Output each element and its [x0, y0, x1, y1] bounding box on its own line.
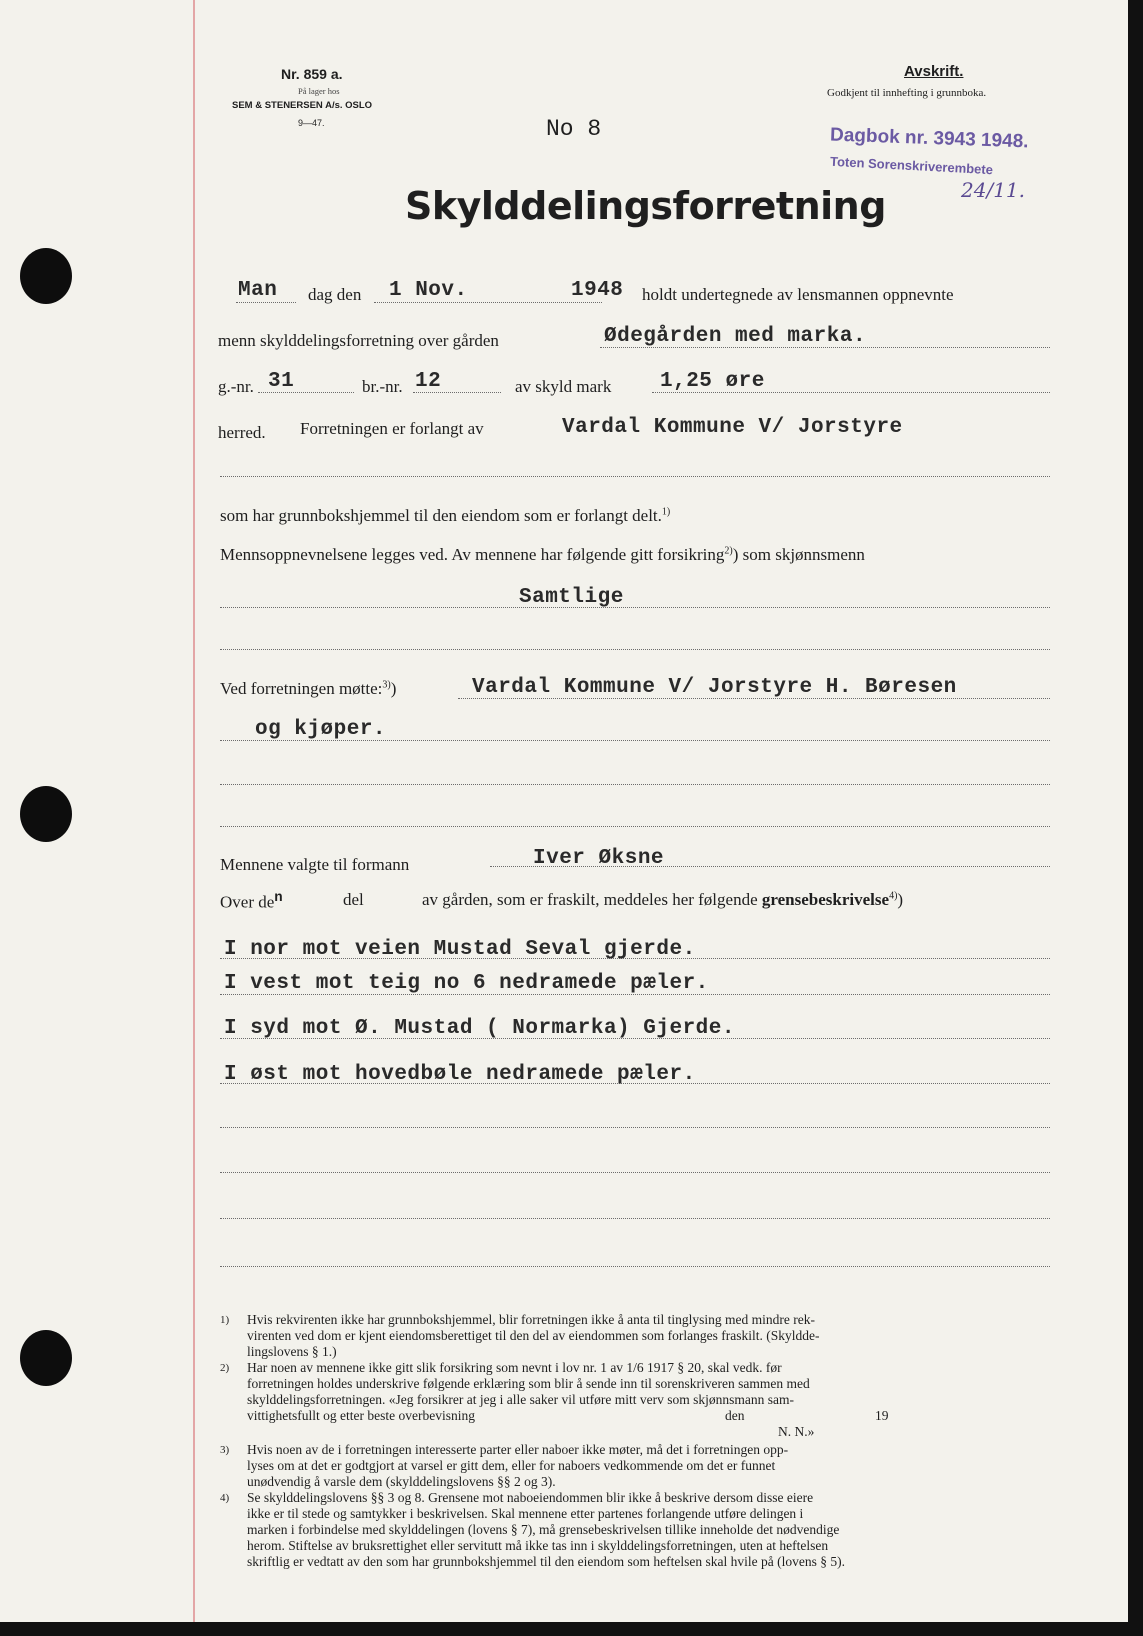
- boundary-intro-body: av gården, som er fraskilt, meddeles her følgende: [422, 890, 758, 909]
- gnr-label: g.-nr.: [218, 377, 254, 396]
- boundary-line: I syd mot Ø. Mustad ( Normarka) Gjerde.: [224, 1017, 735, 1040]
- line6-tail: som skjønnsmenn: [742, 545, 865, 564]
- footnote-number: 1): [220, 1314, 230, 1326]
- footnote-number: 4): [220, 1492, 230, 1504]
- line2-text: menn skylddelingsforretning over gården: [218, 331, 499, 350]
- footnote-ref: 1): [661, 506, 671, 518]
- rule: [220, 1218, 1050, 1219]
- footnote-line: ikke er til stede og samtykker i beskrivelsen. Skal mennene etter partenes forlangende utføre delingen i: [247, 1506, 804, 1521]
- footnote-line: herom. Stiftelse av bruksrettighet eller servitutt må ikke tas inn i skylddelingsforretningen, uten at heftelsen: [247, 1538, 829, 1553]
- footnote-ref: 2): [724, 545, 733, 557]
- rule: [220, 476, 1050, 477]
- skyld-value: 1,25 øre: [660, 370, 765, 393]
- footnote-ref: 3): [382, 679, 391, 691]
- boundary-intro-text: [422, 890, 903, 910]
- rule: [220, 649, 1050, 650]
- copy-label: Avskrift.: [904, 63, 964, 80]
- footnote-line: unødvendig å varsle dem (skylddelingslovens §§ 2 og 3).: [247, 1474, 556, 1489]
- date-value: 1 Nov.: [389, 279, 468, 302]
- footnote-line: marken i forbindelse med skylddelingen (lovens § 7), må grensebeskrivelsen tillike inneholde det nødvendige: [247, 1522, 840, 1537]
- boundary-paren: ): [897, 890, 904, 909]
- bnr-value: 12: [415, 370, 442, 393]
- year-value: 1948: [571, 279, 624, 302]
- dag-den-label: dag den: [308, 285, 362, 304]
- registry-date: 24/11.: [961, 178, 1025, 202]
- footnote-line: vittighetsfullt og etter beste overbevisning: [247, 1408, 475, 1423]
- punch-hole: [20, 786, 72, 842]
- boundary-line: I vest mot teig no 6 nedramede pæler.: [224, 972, 709, 995]
- footnote-line: skylddelingsforretningen. «Jeg forsikrer at jeg i alle saker vil utføre mitt verv som skjønnsmann sam-: [247, 1392, 795, 1407]
- line6-text: [220, 545, 865, 565]
- del-label: del: [343, 890, 364, 909]
- rule: [220, 1266, 1050, 1267]
- footnote-line: Se skylddelingslovens §§ 3 og 8. Grensene mot naboeiendommen blir ikke å beskrive dersom disse eiere: [247, 1490, 814, 1505]
- attendance-value-cont: og kjøper.: [255, 718, 387, 741]
- over-de-text: Over de: [220, 892, 275, 912]
- footnote-line: lingslovens § 1.): [247, 1344, 337, 1359]
- punch-hole: [20, 248, 72, 304]
- copy-approved: Godkjent til innhefting i grunnboka.: [827, 87, 987, 99]
- over-de-label: [220, 890, 283, 913]
- boundary-line: I nor mot veien Mustad Seval gjerde.: [224, 938, 696, 961]
- rule: [220, 826, 1050, 827]
- gnr-value: 31: [268, 370, 295, 393]
- farm-value: Ødegården med marka.: [604, 325, 867, 348]
- publisher-line: På lager hos: [298, 86, 340, 96]
- chairman-label: Mennene valgte til formann: [220, 855, 410, 874]
- line5-text: [220, 506, 670, 526]
- publisher-date: 9—47.: [298, 118, 325, 128]
- line1-text: holdt undertegnede av lensmannen oppnevnte: [642, 285, 954, 304]
- weekday-value: Man: [238, 279, 278, 302]
- footnote-den: den: [725, 1408, 745, 1423]
- line6-paren: ): [732, 545, 743, 564]
- rule: [236, 302, 296, 303]
- attendance-paren: ): [390, 679, 397, 698]
- footnote-signature: N. N.»: [778, 1424, 815, 1439]
- attendance-label: [220, 679, 396, 699]
- boundary-line: I øst mot hovedbøle nedramede pæler.: [224, 1063, 696, 1086]
- attendance-value: Vardal Kommune V/ Jorstyre H. Børesen: [472, 676, 957, 699]
- margin-line: [193, 0, 195, 1622]
- footnote-line: lyses om at det er godtgjort at varsel er gitt dem, eller for naboers vedkommende om det er funnet: [247, 1458, 776, 1473]
- rule: [220, 607, 1050, 608]
- registry-stamp: Dagbok nr. 3943 1948.: [829, 124, 1029, 153]
- form-number: Nr. 859 a.: [281, 66, 343, 82]
- sworn-value: Samtlige: [519, 586, 624, 609]
- bnr-label: br.-nr.: [362, 377, 403, 396]
- line5-body: som har grunnbokshjemmel til den eiendom som er forlangt delt.: [220, 506, 662, 525]
- punch-hole: [20, 1330, 72, 1386]
- footnote-line: Har noen av mennene ikke gitt slik forsikring som nevnt i lov nr. 1 av 1/6 1917 § 20, skal vedk. før: [247, 1360, 782, 1375]
- rule: [220, 1172, 1050, 1173]
- boundary-bold: grensebeskrivelse: [761, 890, 890, 909]
- chairman-value: Iver Øksne: [533, 847, 665, 870]
- line6-body: Mennsoppnevnelsene legges ved. Av mennene har følgende gitt forsikring: [220, 545, 725, 564]
- footnote-number: 2): [220, 1362, 230, 1374]
- footnote-ref: 4): [889, 890, 898, 902]
- footnote-line: forretningen holdes underskrive følgende erklæring som blir å sende inn til sorenskriveren sammen med: [247, 1376, 810, 1391]
- line4-text: Forretningen er forlangt av: [300, 419, 484, 438]
- skyld-label: av skyld mark: [515, 377, 612, 396]
- footnote-year: 19: [875, 1408, 889, 1423]
- registry-office-stamp: Toten Sorenskriverembete: [829, 153, 994, 178]
- footnote-number: 3): [220, 1444, 230, 1456]
- rule: [374, 302, 602, 303]
- rule: [220, 1127, 1050, 1128]
- footnote-line: Hvis noen av de i forretningen interesserte parter eller naboer ikke møter, må det i forretningen opp-: [247, 1442, 789, 1457]
- footnote-line: skriftlig er vedtatt av den som har grunnbokshjemmel til den eiendom som heftelsen skal hvile på (lovens § 5).: [247, 1554, 845, 1569]
- publisher-name: SEM & STENERSEN A/s. OSLO: [232, 100, 373, 111]
- attendance-label-text: Ved forretningen møtte:: [220, 679, 383, 698]
- footnote-line: Hvis rekvirenten ikke har grunnbokshjemmel, blir forretningen ikke å anta til tinglysing med mindre rek-: [247, 1312, 815, 1327]
- document-number: No 8: [546, 116, 602, 142]
- rule: [220, 784, 1050, 785]
- herred-label: herred.: [218, 423, 266, 442]
- footnote-line: virenten ved dom er kjent eiendomsberettiget til den del av eiendommen som forlanges fraskilt. (Skyldde-: [247, 1328, 820, 1343]
- typed-n-mark: n: [274, 890, 283, 906]
- document-title: Skylddelingsforretning: [405, 184, 886, 228]
- requester-value: Vardal Kommune V/ Jorstyre: [562, 416, 903, 439]
